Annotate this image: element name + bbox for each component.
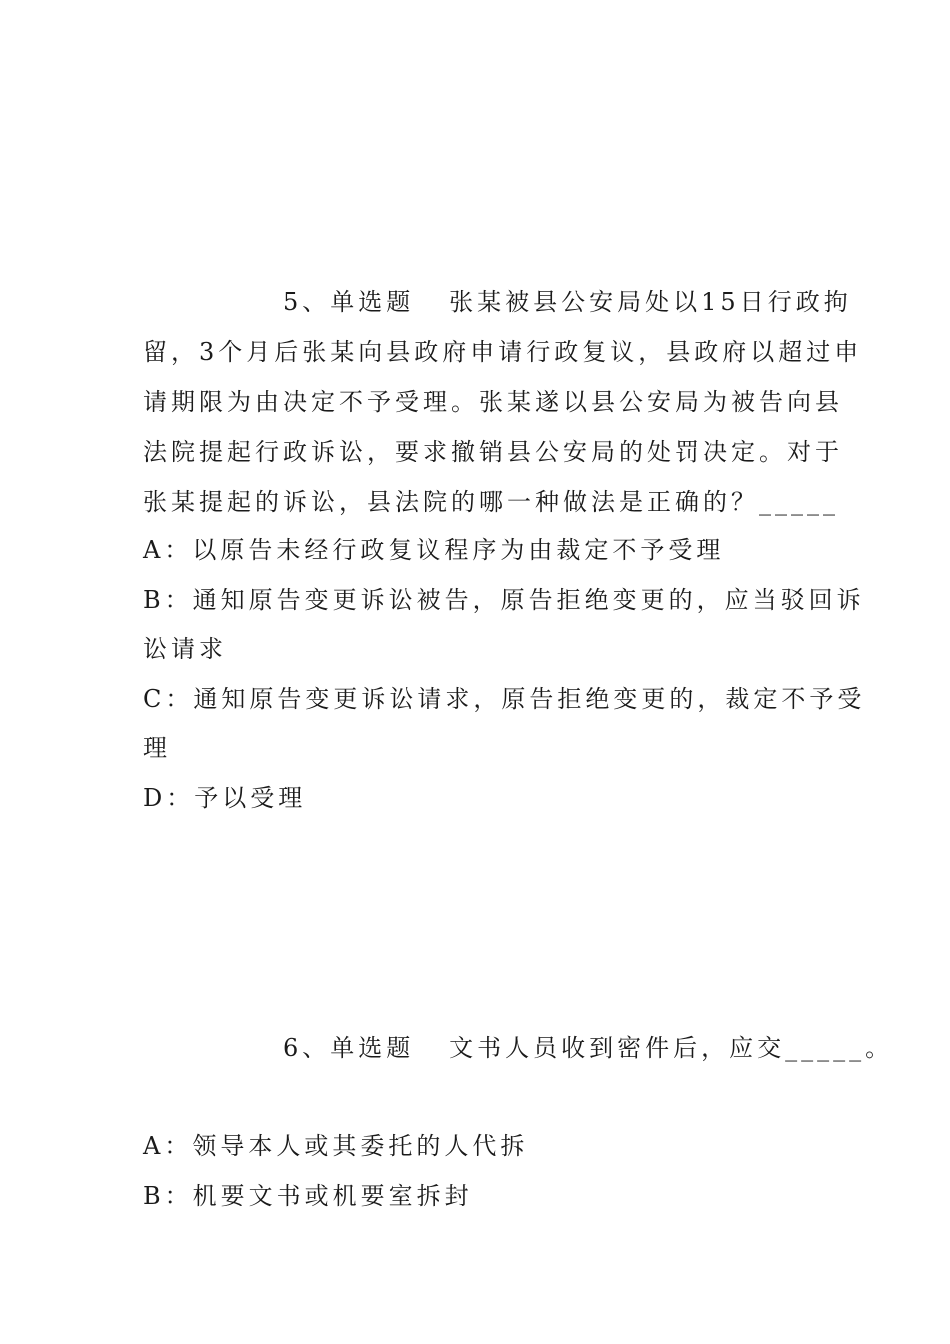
q5-stem-line-3: 请期限为由决定不予受理。张某遂以县公安局为被告向县 [143, 388, 843, 416]
q5-stem-line-1: 5、单选题 张某被县公安局处以15日行政拘 [283, 288, 852, 316]
q5-option-b: B：通知原告变更诉讼被告，原告拒绝变更的，应当驳回诉 [143, 586, 865, 614]
q6-option-a: A：领导本人或其委托的人代拆 [143, 1132, 529, 1160]
q5-option-c: C：通知原告变更诉讼请求，原告拒绝变更的，裁定不予受 [143, 685, 866, 713]
q5-stem-line-4: 法院提起行政诉讼，要求撤销县公安局的处罚决定。对于 [143, 438, 843, 466]
q5-option-b-cont: 讼请求 [143, 635, 227, 663]
q5-option-c-cont: 理 [143, 734, 171, 762]
q5-stem-line-5: 张某提起的诉讼，县法院的哪一种做法是正确的？_____ [143, 488, 839, 516]
q5-option-a: A：以原告未经行政复议程序为由裁定不予受理 [143, 536, 725, 564]
q5-stem-line-2: 留，3个月后张某向县政府申请行政复议，县政府以超过申 [143, 338, 863, 366]
q5-option-d: D：予以受理 [143, 784, 307, 812]
q6-option-b: B：机要文书或机要室拆封 [143, 1182, 473, 1210]
q6-stem-line-1: 6、单选题 文书人员收到密件后，应交_____。 [283, 1034, 894, 1062]
